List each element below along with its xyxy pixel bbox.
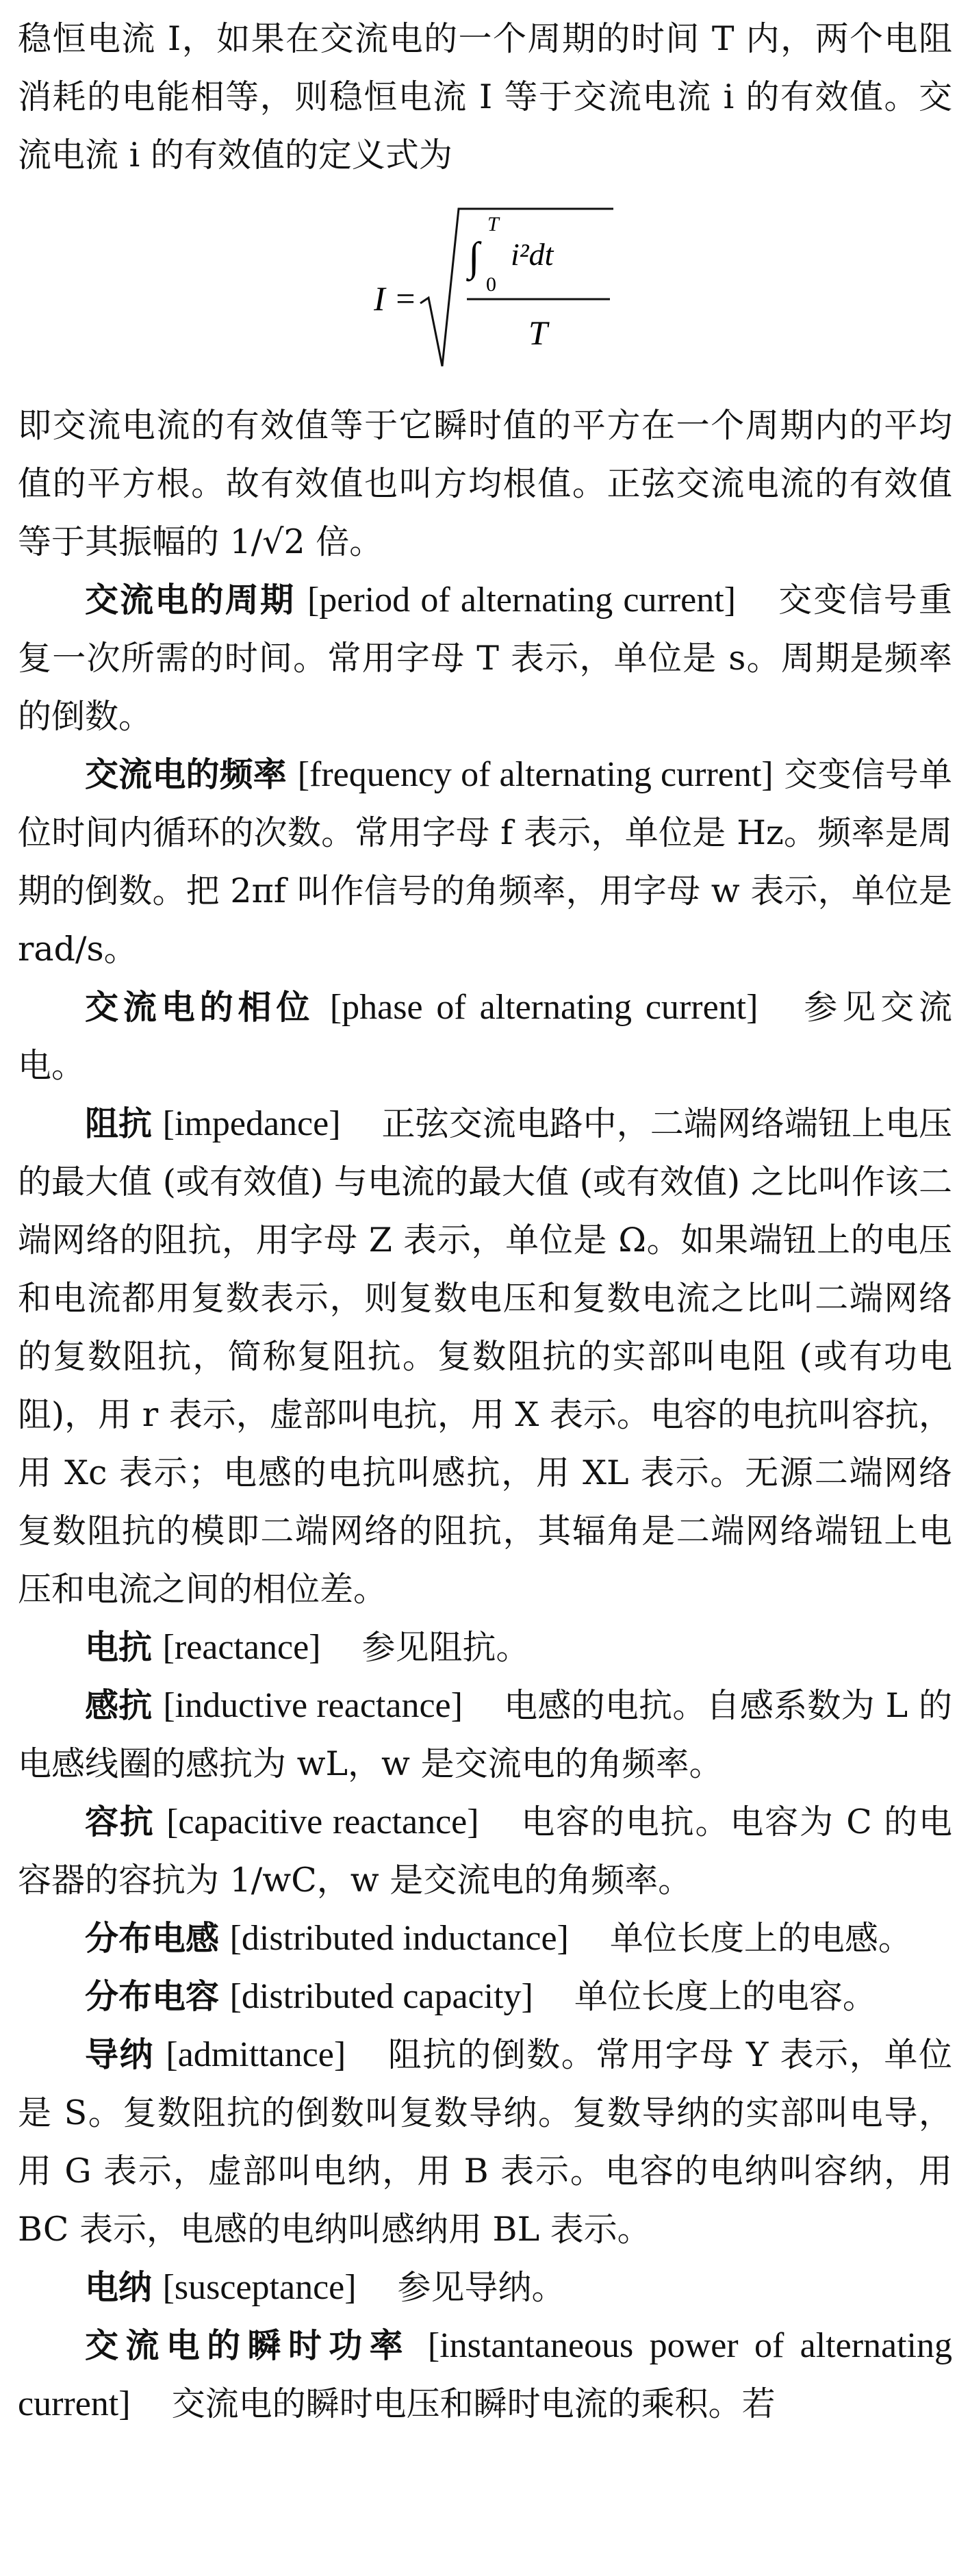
integrand: i²dt — [511, 237, 554, 272]
entry-english: [capacitive reactance] — [166, 1802, 479, 1841]
entry-english: [distributed inductance] — [229, 1919, 569, 1958]
entry-body: 参见导纳。 — [397, 2268, 565, 2307]
intro-paragraph-2: 即交流电流的有效值等于它瞬时值的平方在一个周期内的平均值的平方根。故有效值也叫方均根值。正弦交流电流的有效值等于其振幅的 1/√2 倍。 — [18, 406, 952, 561]
entry-body: 单位长度上的电容。 — [574, 1977, 876, 2016]
entry-english: [inductive reactance] — [163, 1686, 463, 1725]
entry-term: 交流电的相位 — [85, 988, 315, 1027]
entry-term: 阻抗 — [85, 1104, 153, 1143]
entry-term: 分布电容 — [85, 1977, 220, 2016]
sqrt-sign — [420, 209, 613, 366]
entry-distributed-capacity — [18, 1967, 952, 2026]
entry-english: [instantaneous power of alternating current] — [18, 2326, 952, 2423]
entry-distributed-inductance — [18, 1909, 952, 1967]
entry-body: 交变信号重复一次所需的时间。常用字母 T 表示，单位是 s。周期是频率的倒数。 — [18, 581, 952, 736]
entry-english: [distributed capacity] — [229, 1977, 533, 2016]
entry-term: 交流电的瞬时功率 — [85, 2326, 410, 2365]
entry-susceptance — [18, 2258, 952, 2317]
entry-english: [admittance] — [166, 2035, 346, 2074]
integral-sign: ∫ — [468, 234, 480, 279]
entry-term: 交流电的周期 — [85, 581, 296, 620]
entry-term: 导纳 — [85, 2035, 155, 2074]
entry-body: 参见阻抗。 — [361, 1628, 530, 1667]
rms-formula-graphic — [374, 188, 620, 394]
entry-period — [18, 571, 952, 745]
entry-body: 交变信号单位时间内循环的次数。常用字母 f 表示，单位是 Hz。频率是周期的倒数。把 2πf 叫作信号的角频率，用字母 w 表示，单位是 rad/s。 — [18, 755, 952, 969]
entry-body: 交流电的瞬时电压和瞬时电流的乘积。若 — [171, 2384, 776, 2423]
entry-english: [impedance] — [162, 1104, 341, 1143]
intro-paragraph: 稳恒电流 I，如果在交流电的一个周期的时间 T 内，两个电阻消耗的电能相等，则稳恒电流 I 等于交流电流 i 的有效值。交流电流 i 的有效值的定义式为 — [18, 19, 952, 175]
entry-term: 容抗 — [85, 1802, 155, 1841]
rms-formula — [18, 184, 952, 396]
entry-reactance — [18, 1618, 952, 1676]
entry-frequency — [18, 745, 952, 978]
formula-lhs: I = — [374, 279, 417, 318]
entry-capacitive-reactance — [18, 1793, 952, 1909]
entry-english: [reactance] — [162, 1628, 321, 1667]
entry-term: 电纳 — [85, 2268, 153, 2307]
entry-inductive-reactance — [18, 1676, 952, 1793]
entry-body: 电容的电抗。电容为 C 的电容器的容抗为 1/wC，w 是交流电的角频率。 — [18, 1802, 952, 1900]
entry-english: [susceptance] — [162, 2268, 357, 2307]
entry-phase — [18, 978, 952, 1095]
entry-term: 分布电感 — [85, 1919, 220, 1958]
entry-impedance — [18, 1095, 952, 1618]
entry-english: [phase of alternating current] — [329, 988, 758, 1027]
entry-body: 参见交流电。 — [18, 988, 952, 1085]
entry-english: [frequency of alternating current] — [297, 755, 774, 794]
integral-lower-limit: 0 — [486, 273, 496, 296]
formula-denominator: T — [528, 314, 548, 352]
entry-body: 单位长度上的电感。 — [609, 1919, 912, 1958]
integral-upper-limit: T — [487, 213, 499, 235]
entry-english: [period of alternating current] — [307, 581, 736, 620]
entry-admittance — [18, 2026, 952, 2258]
entry-body: 电感的电抗。自感系数为 L 的电感线圈的感抗为 wL，w 是交流电的角频率。 — [18, 1686, 952, 1783]
entry-body: 阻抗的倒数。常用字母 Y 表示，单位是 S。复数阻抗的倒数叫复数导纳。复数导纳的实部叫电导，用 G 表示，虚部叫电纳，用 B 表示。电容的电纳叫容纳，用 BC 表示，电感的电纳叫感纳用 BL 表示。 — [18, 2035, 952, 2249]
entry-instantaneous-power — [18, 2317, 952, 2433]
entry-term: 电抗 — [85, 1628, 153, 1667]
entry-term: 感抗 — [85, 1686, 153, 1725]
entry-body: 正弦交流电路中，二端网络端钮上电压的最大值 (或有效值) 与电流的最大值 (或有效值) 之比叫作该二端网络的阻抗，用字母 Z 表示，单位是 Ω。如果端钮上的电压和电流都用复数表示，则复数电压和复数电流之比叫二端网络的复数阻抗，简称复阻抗。复数阻抗的实部叫电阻 (或有功电阻)，用 r 表示，虚部叫电抗，用 X 表示。电容的电抗叫容抗，用 Xc 表示；电感的电抗叫感抗，用 XL 表示。无源二端网络复数阻抗的模即二端网络的阻抗，其辐角是二端网络端钮上电压和电流之间的相位差。 — [18, 1104, 952, 1609]
entry-term: 交流电的频率 — [85, 755, 287, 794]
